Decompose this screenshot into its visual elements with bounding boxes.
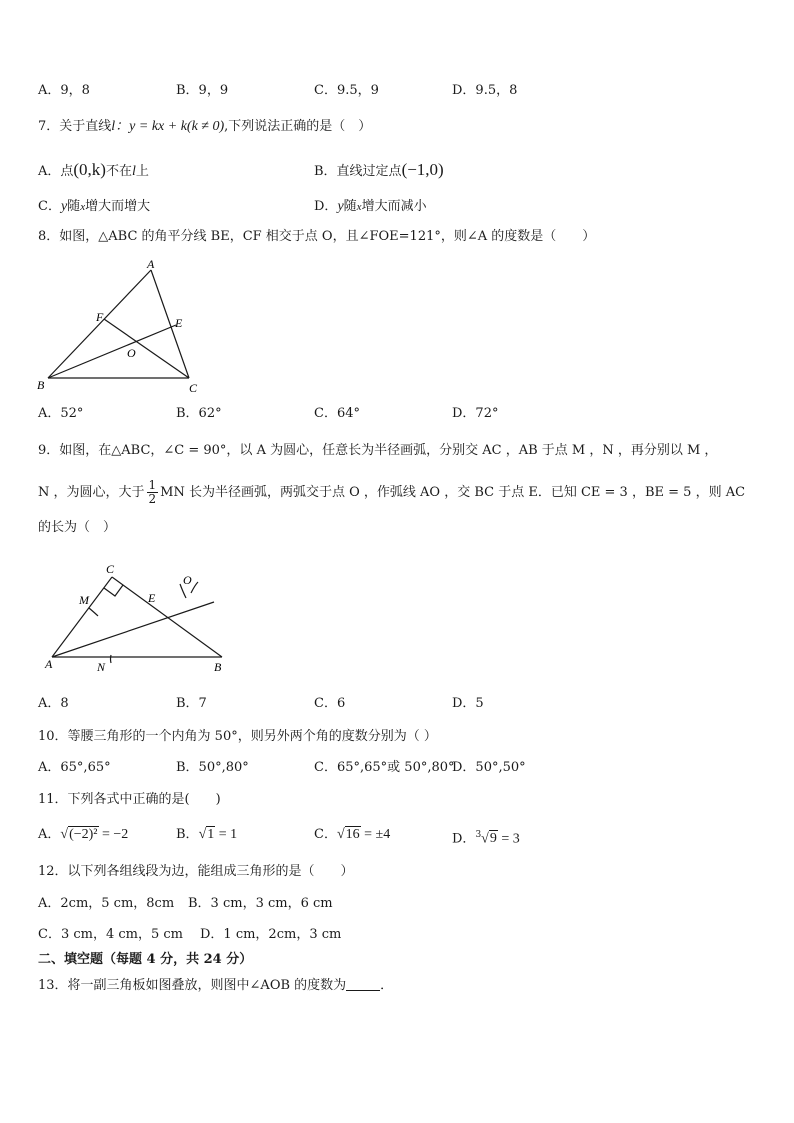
q10-option-d: D．50°,50° [452,760,526,775]
q7-option-b [314,160,444,182]
q8-label-c: C [189,381,198,395]
q9-line2-suffix: MN 长为半径画弧，两弧交于点 O ，作弧线 AO ，交 BC 于点 E．已知 CE = 3 ，BE = 5 ，则 AC [160,485,746,500]
q11-option-b-radicand: 1 [207,827,215,842]
q13-stem-text: 13．将一副三角板如图叠放，则图中∠AOB 的度数为 [38,978,347,993]
q11-option-c-radicand: 16 [345,827,360,842]
q10-option-b: B．50°,80° [176,760,249,775]
q9-label-o: O [183,573,192,587]
q8-stem: 8．如图，△ABC 的角平分线 BE，CF 相交于点 O，且∠FOE=121°，则∠A 的度数是（ ） [38,229,596,244]
q7-stem-prefix: 7．关于直线 [38,119,112,134]
q11-option-a [38,825,128,845]
q12-stem: 12．以下列各组线段为边，能组成三角形的是（ ） [38,864,354,879]
q9-side-ac [52,577,112,657]
q8-side-ac [151,270,189,378]
q7-stem [38,117,371,137]
q11-option-a-result: = −2 [98,827,129,842]
q7-option-d [314,197,427,217]
q7-option-c [38,197,150,217]
q6-option-d: D．9.5，8 [452,83,518,98]
q6-option-a: A．9，8 [38,83,90,98]
q7-option-c-label: C． [38,199,61,214]
q9-arc-m [89,608,98,616]
q7-option-b-label: B．直线过定点 [314,164,402,179]
q9-line2-prefix: N ，为圆心，大于 [38,485,145,500]
q9-arc-o2 [191,582,198,593]
q8-option-d: D．72° [452,406,499,421]
q9-label-b: B [214,660,222,674]
q7-option-a-label: A．点 [38,164,74,179]
q11-option-d-index: 3 [475,830,482,840]
q12-option-b: B．3 cm，3 cm，6 cm [188,896,333,911]
q11-option-c-radical: √16 [336,827,360,842]
q7-option-d-end: 增大而减小 [361,199,427,214]
q7-option-d-x: x [356,201,362,213]
q7-option-d-label: D． [314,199,338,214]
q9-fraction [147,479,159,506]
q8-option-c: C．64° [314,406,360,421]
q7-equation: ：y = kx + k(k ≠ 0) [115,119,225,134]
q9-label-m: M [79,593,89,607]
q8-label-o: O [127,346,136,360]
q11-option-d-result: = 3 [497,831,520,847]
q11-option-c-result: = ±4 [360,827,391,842]
q7-option-c-x: x [80,201,86,213]
q13-stem-end: ． [380,978,394,993]
q13-stem [38,976,393,996]
q8-triangle-figure [30,255,210,395]
q9-fraction-den: 2 [148,492,157,506]
q7-line-name: l [111,119,116,134]
q11-option-b-result: = 1 [215,827,238,842]
q10-stem: 10．等腰三角形的一个内角为 50°，则另外两个角的度数分别为（ ） [38,729,437,744]
q11-option-c-label: C． [314,827,337,842]
q7-option-a [38,160,149,182]
q12-option-d: D．1 cm，2cm，3 cm [200,927,342,942]
q12-option-c: C．3 cm，4 cm，5 cm [38,927,183,942]
q9-side-cb [112,577,222,657]
q9-arc-n [111,655,112,663]
q9-right-angle-mark [104,585,123,596]
q10-option-a: A．65°,65° [38,760,111,775]
q11-option-c [314,825,390,845]
q9-ray-ao [52,602,214,657]
q6-option-c: C．9.5，9 [314,83,379,98]
q9-option-d: D．5 [452,696,484,711]
q8-label-f: F [96,310,104,324]
q9-label-n: N [97,660,106,674]
q7-stem-suffix: ,下列说法正确的是（ ） [224,119,372,134]
q9-label-c: C [106,562,115,576]
q13-answer-blank[interactable] [346,976,380,991]
q7-option-a-mid: 不在 [105,164,132,179]
q11-option-a-label: A． [38,827,61,842]
q7-option-a-end: 上 [135,164,149,179]
q8-option-a: A．52° [38,406,84,421]
q9-label-e: E [148,591,156,605]
q9-label-a: A [45,657,53,671]
q7-option-b-point: (−1,0) [401,160,444,179]
q9-option-b: B．7 [176,696,207,711]
q9-stem-line3: 的长为（ ） [38,520,117,535]
q8-bisector-be [48,325,176,378]
q8-option-b: B．62° [176,406,222,421]
q8-side-ab [48,270,151,378]
q7-option-d-mid: 随 [343,199,357,214]
q7-option-c-y: y [60,199,68,214]
q10-option-c: C．65°,65°或 50°,80° [314,760,455,775]
q9-option-a: A．8 [38,696,69,711]
q9-option-c: C．6 [314,696,346,711]
q11-option-d-radical: √9 [481,831,497,847]
q9-stem-line2 [38,479,745,506]
section-2-heading: 二、填空题（每题 4 分，共 24 分） [38,952,253,967]
q8-label-a: A [147,257,155,271]
q9-stem-line1: 9．如图，在△ABC，∠C = 90°，以 A 为圆心，任意长为半径画弧，分别交 AC ，AB 于点 M ，N ，再分别以 M ， [38,443,718,458]
q9-fraction-num: 1 [148,478,157,492]
q8-label-b: B [37,378,45,392]
q11-option-d-label: D． [452,831,476,847]
q11-option-d [452,825,520,849]
q11-option-b [176,825,237,845]
q7-option-a-point: (0,k) [73,160,106,179]
q11-option-a-radicand: (−2)² [69,827,98,842]
q12-option-a: A．2cm，5 cm，8cm [38,896,175,911]
q11-option-b-radical: √1 [198,827,215,842]
q7-option-a-line: l [131,164,136,179]
q7-option-c-mid: 随 [67,199,81,214]
q8-label-e: E [175,316,183,330]
q11-option-d-radicand: 9 [489,831,497,847]
q11-option-a-radical: √(−2)² [60,827,98,842]
q6-option-b: B．9，9 [176,83,229,98]
q9-triangle-figure [40,560,230,675]
q7-option-c-end: 增大而增大 [85,199,151,214]
q7-option-d-y: y [337,199,344,214]
q11-option-b-label: B． [176,827,199,842]
q11-stem: 11．下列各式中正确的是( ) [38,792,221,807]
